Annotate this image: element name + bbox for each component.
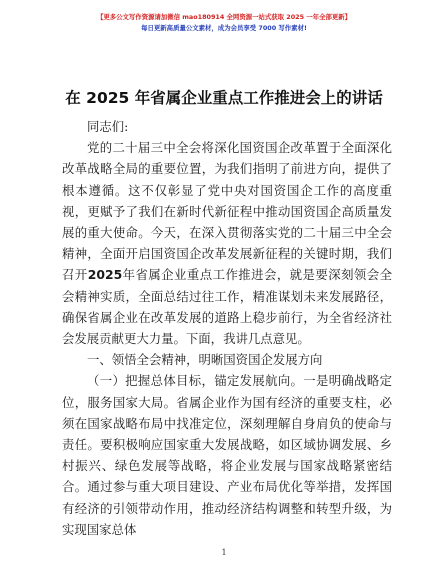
document-body [62, 116, 392, 540]
section-heading-1: 一、领悟全会精神，明晰国资国企发展方向 [87, 352, 323, 368]
promo-banner-line-1: 【更多公文写作资源请加微信 mao180914 全网资源一站式获取 2025 一年全部更新】 [96, 13, 352, 21]
document-title: 在 2025 年省属企业重点工作推进会上的讲话 [65, 89, 383, 107]
promo-banner-line-2: 每日更新高质量公文素材，成为会员享受 7000 写作素材! [141, 24, 307, 32]
intro-paragraph [62, 137, 392, 349]
salutation: 同志们: [87, 119, 129, 134]
intro-text-part-1: 党的二十届三中全会将深化国资国企改革置于全面深化改革战略全局的重要位置，为我们指明了前进方向，提供了根本遵循。这不仅彰显了党中央对国资国企工作的高度重视，更赋予了我们在新时代新征程中推动国资国企高质量发展的重大使命。今天，在深入贯彻落实党的二十届三中全会精神，全面开启国资国企改革发展新征程的关键时期，我们召开 [62, 140, 392, 283]
intro-text-part-2: 年省属企业重点工作推进会，就是要深刻领会全会精神实质，全面总结过往工作，精准谋划未来发展路径，确保省属企业在改革发展的道路上稳步前行，为全省经济社会发展贡献更大力量。下面，我讲几点意见。 [62, 267, 393, 347]
page-number: 1 [221, 548, 227, 557]
intro-year: 2025 [87, 267, 123, 283]
subsection-paragraph: （一）把握总体目标，锚定发展航向。一是明确战略定位，服务国家大局。省属企业作为国有经济的重要支柱，必须在国家战略布局中找准定位，深刻理解自身肩负的使命与责任。要积极响应国家重大发展战略，如区域协调发展、乡村振兴、绿色发展等战略，将企业发展与国家战略紧密结合。通过参与重大项目建设、产业布局优化等举措，发挥国有经济的引领带动作用，推动经济结构调整和转型升级，为实现国家总体 [62, 373, 392, 537]
